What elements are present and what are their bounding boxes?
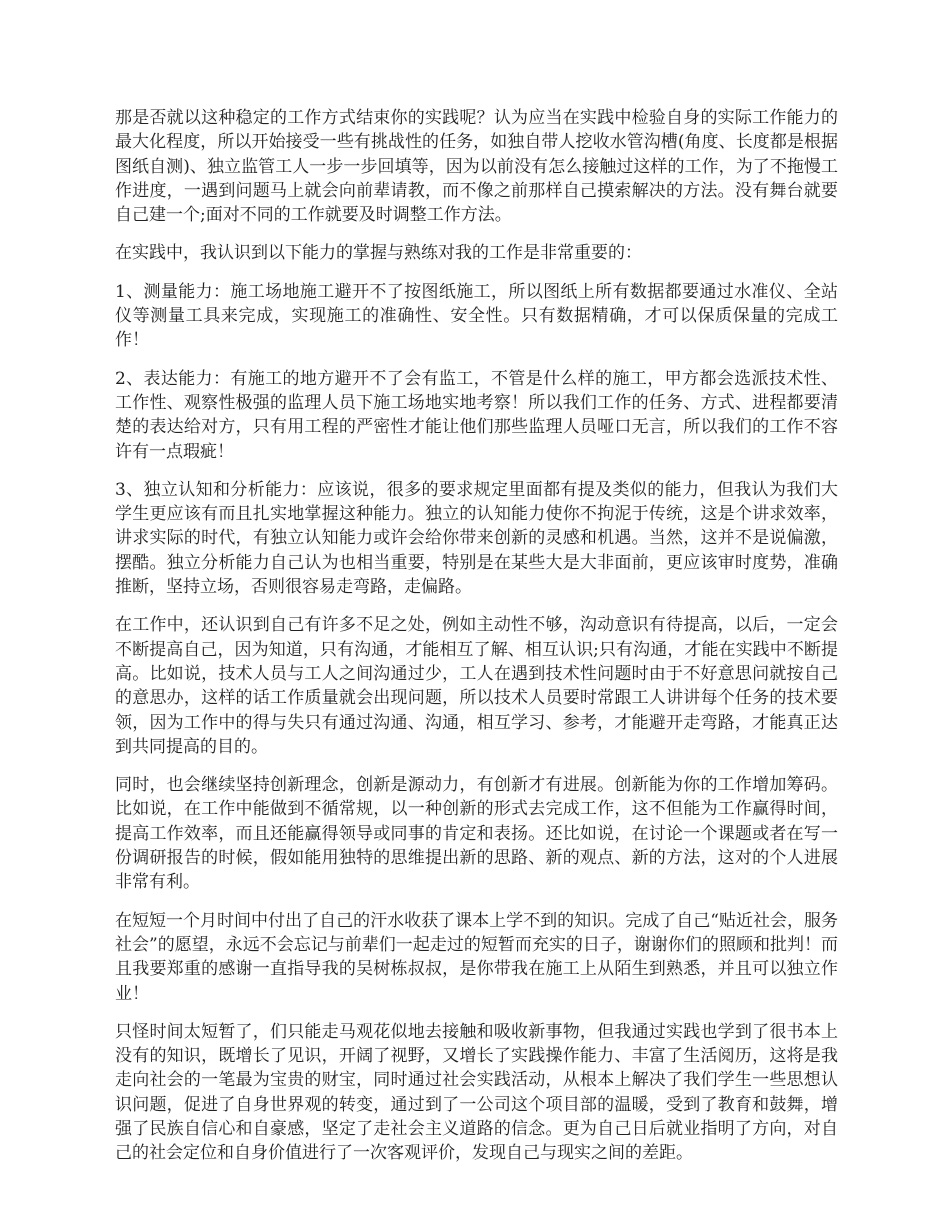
paragraph-gratitude: 在短短一个月时间中付出了自己的汗水收获了课本上学不到的知识。完成了自己“贴近社会，服务社会”的愿望，永远不会忘记与前辈们一起走过的短暂而充实的日子，谢谢你们的照顾和批判！而且我要郑重的感谢一直指导我的吴树栋叔叔，是你带我在施工上从陌生到熟悉，并且可以独立作业！ (115, 910, 838, 1004)
paragraph-abilities-intro: 在实践中，我认识到以下能力的掌握与熟练对我的工作是非常重要的： (115, 243, 642, 264)
paragraph-innovation: 同时，也会继续坚持创新理念，创新是源动力，有创新才有进展。创新能为你的工作增加筹码。比如说，在工作中能做到不循常规，以一种创新的形式去完成工作，这不但能为工作赢得时间，提高工作效率，而且还能赢得领导或同事的肯定和表扬。还比如说，在讨论一个课题或者在写一份调研报告的时候，假如能用独特的思维提出新的思路、新的观点、新的方法，这对的个人进展非常有利。 (115, 775, 838, 893)
paragraph-communication: 在工作中，还认识到自己有许多不足之处，例如主动性不够，沟动意识有待提高，以后，一定会不断提高自己，因为知道，只有沟通，才能相互了解、相互认识;只有沟通，才能在实践中不断提高。比如说，技术人员与工人之间沟通过少，工人在遇到技术性问题时由于不好意思问就按自己的意思办，这样的话工作质量就会出现问题，所以技术人员要时常跟工人讲讲每个任务的技术要领，因为工作中的得与失只有通过沟通、沟通，相互学习、参考，才能避开走弯路，才能真正达到共同提高的目的。 (115, 615, 838, 757)
paragraph-expression-ability: 2、表达能力：有施工的地方避开不了会有监工，不管是什么样的施工，甲方都会选派技术性、工作性、观察性极强的监理人员下施工场地实地考察！所以我们工作的任务、方式、进程都要清楚的表达给对方，只有用工程的严密性才能让他们那些监理人员哑口无言，所以我们的工作不容许有一点瑕疵！ (115, 368, 838, 462)
paragraph-analysis-ability: 3、独立认知和分析能力：应该说，很多的要求规定里面都有提及类似的能力，但我认为我们大学生更应该有而且扎实地掌握这种能力。独立的认知能力使你不拘泥于传统，这是个讲求效率，讲求实际的时代，有独立认知能力或许会给你带来创新的灵感和机遇。当然，这并不是说偏激，摆酷。独立分析能力自己认为也相当重要，特别是在某些大是大非面前，更应该审时度势，准确推断，坚持立场，否则很容易走弯路，走偏路。 (115, 479, 838, 598)
paragraph-practice-approach: 那是否就以这种稳定的工作方式结束你的实践呢？认为应当在实践中检验自身的实际工作能力的最大化程度，所以开始接受一些有挑战性的任务，如独自带人挖收水管沟槽(角度、长度都是根据图纸自测)、独立监管工人一步一步回填等，因为以前没有怎么接触过这样的工作，为了不拖慢工作进度，一遇到问题马上就会向前辈请教，而不像之前那样自己摸索解决的方法。没有舞台就要自己建一个;面对不同的工作就要及时调整工作方法。 (115, 108, 838, 226)
paragraph-measurement-ability: 1、测量能力：施工场地施工避开不了按图纸施工，所以图纸上所有数据都要通过水准仪、全站仪等测量工具来完成，实现施工的准确性、安全性。只有数据精确，才可以保质保量的完成工作！ (115, 281, 838, 351)
paragraph-conclusion: 只怪时间太短暂了，们只能走马观花似地去接触和吸收新事物，但我通过实践也学到了很书本上没有的知识，既增长了见识，开阔了视野，又增长了实践操作能力、丰富了生活阅历，这将是我走向社会的一笔最为宝贵的财宝，同时通过社会实践活动，从根本上解决了我们学生一些思想认识问题，促进了自身世界观的转变，通过到了一公司这个项目部的温暖，受到了教育和鼓舞，增强了民族自信心和自豪感，坚定了走社会主义道路的信念。更为自己日后就业指明了方向，对自己的社会定位和自身价值进行了一次客观评价，发现自己与现实之间的差距。 (115, 1021, 838, 1164)
